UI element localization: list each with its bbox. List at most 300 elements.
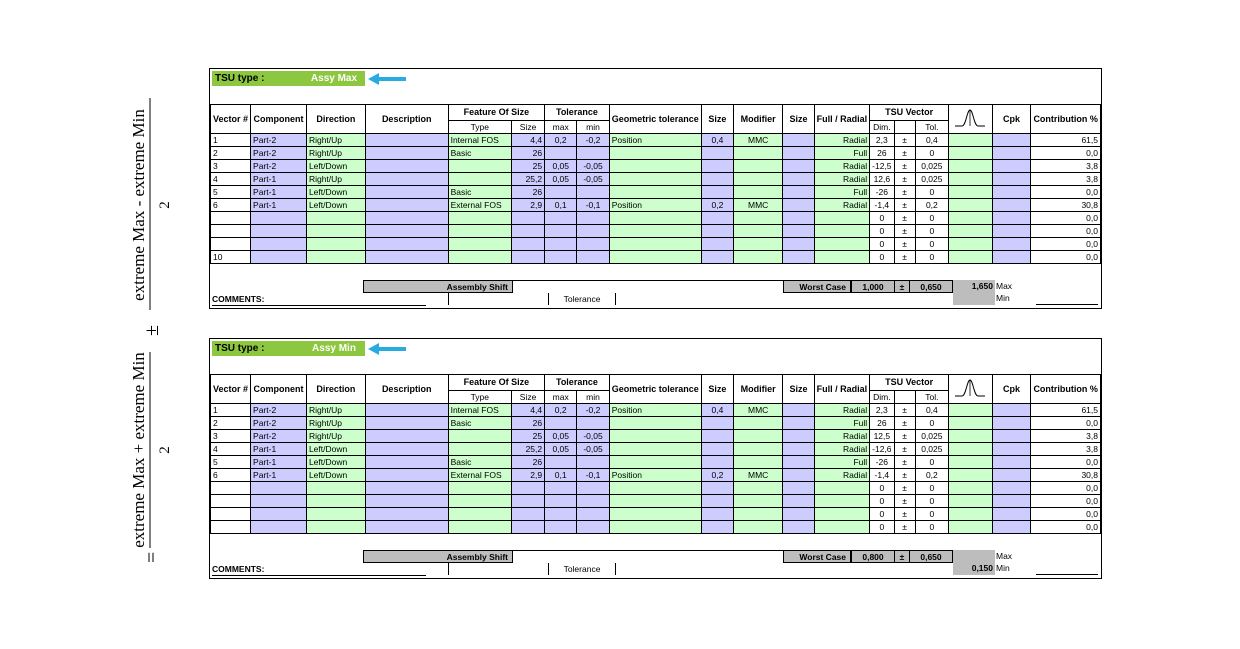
cell-1 xyxy=(251,521,307,534)
assembly-shift-value xyxy=(513,550,783,564)
cell-8: Position xyxy=(609,134,701,147)
cell-9: 0,2 xyxy=(701,469,733,482)
table-row xyxy=(211,508,1101,521)
cell-9 xyxy=(701,508,733,521)
cell-12 xyxy=(814,212,870,225)
cell-17 xyxy=(992,417,1031,430)
cell-7: -0,05 xyxy=(577,160,609,173)
worst-case-pm: ± xyxy=(895,280,909,293)
cell-15: 0 xyxy=(915,521,948,534)
cell-3 xyxy=(365,430,448,443)
cell-2: Right/Up xyxy=(306,173,365,186)
cell-12: Radial xyxy=(814,160,870,173)
cell-17 xyxy=(992,495,1031,508)
cell-6 xyxy=(545,417,577,430)
cell-17 xyxy=(992,186,1031,199)
cell-3 xyxy=(365,456,448,469)
cell-10 xyxy=(734,212,783,225)
cell-17 xyxy=(992,225,1031,238)
cell-14: ± xyxy=(894,521,915,534)
cell-9 xyxy=(701,495,733,508)
cell-0: 10 xyxy=(211,251,251,264)
cell-18: 3,8 xyxy=(1031,173,1101,186)
formula-numerator-2: extreme Max - extreme Min xyxy=(129,109,148,301)
cell-13: 0 xyxy=(870,225,894,238)
formula-equals: = xyxy=(141,551,163,563)
header-size: Size xyxy=(512,121,545,134)
cell-9 xyxy=(701,160,733,173)
cell-2 xyxy=(306,212,365,225)
cell-10 xyxy=(734,482,783,495)
cell-17 xyxy=(992,134,1031,147)
cell-15: 0 xyxy=(915,482,948,495)
cell-4 xyxy=(448,521,511,534)
header-description: Description xyxy=(365,375,448,404)
normal-distribution-icon xyxy=(953,377,987,399)
header-vector: Vector # xyxy=(211,375,251,404)
cell-1 xyxy=(251,238,307,251)
cell-3 xyxy=(365,417,448,430)
cell-5 xyxy=(512,482,545,495)
cell-0: 6 xyxy=(211,469,251,482)
cell-13: 26 xyxy=(870,147,894,160)
cell-8 xyxy=(609,251,701,264)
cell-0: 3 xyxy=(211,430,251,443)
cell-18: 61,5 xyxy=(1031,404,1101,417)
cell-10 xyxy=(734,495,783,508)
tsu-table-max xyxy=(210,104,1101,264)
cell-9 xyxy=(701,251,733,264)
cell-12: Radial xyxy=(814,469,870,482)
cell-13: -26 xyxy=(870,456,894,469)
cell-9 xyxy=(701,186,733,199)
cell-7 xyxy=(577,186,609,199)
cell-13: 0 xyxy=(870,521,894,534)
cell-10 xyxy=(734,173,783,186)
cell-12: Radial xyxy=(814,134,870,147)
cell-11 xyxy=(783,482,814,495)
cell-7: -0,2 xyxy=(577,404,609,417)
cell-9 xyxy=(701,482,733,495)
cell-16 xyxy=(949,521,993,534)
cell-14: ± xyxy=(894,251,915,264)
cell-8: Position xyxy=(609,469,701,482)
cell-10 xyxy=(734,225,783,238)
result-max-label: Max xyxy=(996,551,1013,561)
cell-13: 0 xyxy=(870,482,894,495)
cell-12: Full xyxy=(814,417,870,430)
cell-6 xyxy=(545,521,577,534)
cell-3 xyxy=(365,443,448,456)
comments-field[interactable] xyxy=(448,563,549,575)
table-row xyxy=(211,147,1101,160)
cell-8 xyxy=(609,495,701,508)
cell-0 xyxy=(211,508,251,521)
result-max-value xyxy=(953,550,993,562)
cell-6: 0,1 xyxy=(545,469,577,482)
cell-11 xyxy=(783,508,814,521)
cell-1: Part-2 xyxy=(251,147,307,160)
cell-17 xyxy=(992,251,1031,264)
cell-3 xyxy=(365,134,448,147)
cell-11 xyxy=(783,160,814,173)
cell-13: 12,6 xyxy=(870,173,894,186)
cell-9: 0,4 xyxy=(701,404,733,417)
cell-10 xyxy=(734,443,783,456)
worst-case-tol: 0,650 xyxy=(909,550,953,563)
formula xyxy=(118,80,182,580)
cell-12: Full xyxy=(814,147,870,160)
cell-17 xyxy=(992,212,1031,225)
header-tolerance: Tolerance xyxy=(545,105,610,121)
comments-label: COMMENTS: xyxy=(212,293,426,306)
cell-18: 0,0 xyxy=(1031,212,1101,225)
cell-12: Radial xyxy=(814,173,870,186)
cell-0 xyxy=(211,212,251,225)
cell-1: Part-2 xyxy=(251,417,307,430)
cell-5: 2,9 xyxy=(512,199,545,212)
cell-3 xyxy=(365,508,448,521)
cell-5: 26 xyxy=(512,147,545,160)
cell-13: 2,3 xyxy=(870,134,894,147)
cell-14: ± xyxy=(894,430,915,443)
header-modifier: Modifier xyxy=(734,105,783,134)
table-row xyxy=(211,443,1101,456)
cell-18: 3,8 xyxy=(1031,443,1101,456)
cell-11 xyxy=(783,456,814,469)
worst-case-dim: 0,800 xyxy=(851,550,895,563)
cell-17 xyxy=(992,173,1031,186)
cell-10 xyxy=(734,508,783,521)
header-distribution xyxy=(949,375,993,404)
cell-0: 1 xyxy=(211,404,251,417)
cell-17 xyxy=(992,508,1031,521)
cell-16 xyxy=(949,160,993,173)
result-underline xyxy=(1036,574,1098,575)
cell-3 xyxy=(365,482,448,495)
formula-plusminus: ± xyxy=(141,325,163,336)
cell-15: 0,4 xyxy=(915,404,948,417)
formula-graphic xyxy=(118,80,182,580)
cell-18: 3,8 xyxy=(1031,160,1101,173)
header-modifier: Modifier xyxy=(734,375,783,404)
header-feature-of-size: Feature Of Size xyxy=(448,105,545,121)
cell-12 xyxy=(814,521,870,534)
cell-11 xyxy=(783,521,814,534)
cell-3 xyxy=(365,521,448,534)
header-mod-size: Size xyxy=(783,105,814,134)
header-contribution: Contribution % xyxy=(1031,105,1101,134)
header-tolerance: Tolerance xyxy=(545,375,610,391)
cell-16 xyxy=(949,251,993,264)
arrow-left-icon xyxy=(368,342,408,356)
header-dim: Dim. xyxy=(870,391,894,404)
tsu-sheet-max xyxy=(209,68,1102,309)
cell-7: -0,05 xyxy=(577,430,609,443)
header-pm xyxy=(894,391,915,404)
result-max-value: 1,650 xyxy=(971,281,993,291)
cell-9 xyxy=(701,225,733,238)
assembly-shift-label: Assembly Shift xyxy=(363,550,513,563)
cell-10 xyxy=(734,456,783,469)
cell-15: 0,4 xyxy=(915,134,948,147)
cell-14: ± xyxy=(894,238,915,251)
cell-0: 5 xyxy=(211,186,251,199)
assembly-shift-value xyxy=(513,280,783,294)
cell-10: MMC xyxy=(734,199,783,212)
cell-13: -1,4 xyxy=(870,469,894,482)
cell-10 xyxy=(734,251,783,264)
cell-10: MMC xyxy=(734,134,783,147)
cell-12: Radial xyxy=(814,404,870,417)
cell-1: Part-1 xyxy=(251,443,307,456)
cell-4: External FOS xyxy=(448,199,511,212)
table-row xyxy=(211,186,1101,199)
cell-10 xyxy=(734,160,783,173)
tolerance-label: Tolerance xyxy=(548,563,616,575)
cell-15: 0 xyxy=(915,508,948,521)
cell-4: Internal FOS xyxy=(448,404,511,417)
header-tol: Tol. xyxy=(915,121,948,134)
cell-12: Radial xyxy=(814,199,870,212)
cell-7: -0,05 xyxy=(577,443,609,456)
header-tol: Tol. xyxy=(915,391,948,404)
cell-12: Full xyxy=(814,186,870,199)
header-geo-size: Size xyxy=(701,375,733,404)
header-full-radial: Full / Radial xyxy=(814,105,870,134)
cell-9: 0,4 xyxy=(701,134,733,147)
cell-12 xyxy=(814,495,870,508)
comments-field[interactable] xyxy=(448,293,549,305)
cell-0 xyxy=(211,495,251,508)
result-min-label: Min xyxy=(996,293,1010,303)
cell-2 xyxy=(306,238,365,251)
table-row xyxy=(211,456,1101,469)
result-underline xyxy=(1036,304,1098,305)
header-type: Type xyxy=(448,391,511,404)
cell-18: 0,0 xyxy=(1031,225,1101,238)
cell-6 xyxy=(545,225,577,238)
cell-13: 0 xyxy=(870,495,894,508)
cell-6: 0,2 xyxy=(545,404,577,417)
cell-4 xyxy=(448,443,511,456)
cell-11 xyxy=(783,251,814,264)
cell-4 xyxy=(448,238,511,251)
cell-10 xyxy=(734,521,783,534)
cell-3 xyxy=(365,173,448,186)
table-row xyxy=(211,238,1101,251)
cell-4 xyxy=(448,430,511,443)
cell-6 xyxy=(545,212,577,225)
cell-0 xyxy=(211,225,251,238)
cell-8 xyxy=(609,173,701,186)
header-description: Description xyxy=(365,105,448,134)
cell-17 xyxy=(992,160,1031,173)
cell-3 xyxy=(365,199,448,212)
cell-9 xyxy=(701,173,733,186)
cell-7: -0,1 xyxy=(577,199,609,212)
cell-2: Left/Down xyxy=(306,469,365,482)
cell-8 xyxy=(609,456,701,469)
cell-9 xyxy=(701,456,733,469)
cell-3 xyxy=(365,160,448,173)
cell-10 xyxy=(734,238,783,251)
cell-4: External FOS xyxy=(448,469,511,482)
header-max: max xyxy=(545,121,577,134)
cell-5: 25 xyxy=(512,430,545,443)
cell-15: 0,025 xyxy=(915,430,948,443)
cell-8 xyxy=(609,521,701,534)
cell-0: 2 xyxy=(211,147,251,160)
cell-8 xyxy=(609,238,701,251)
table-row xyxy=(211,469,1101,482)
cell-3 xyxy=(365,251,448,264)
cell-6 xyxy=(545,147,577,160)
cell-17 xyxy=(992,199,1031,212)
cell-0: 3 xyxy=(211,160,251,173)
cell-16 xyxy=(949,212,993,225)
cell-3 xyxy=(365,404,448,417)
normal-distribution-icon xyxy=(953,107,987,129)
cell-4 xyxy=(448,225,511,238)
cell-18: 0,0 xyxy=(1031,417,1101,430)
cell-1: Part-2 xyxy=(251,430,307,443)
result-values xyxy=(953,280,995,305)
header-min: min xyxy=(577,121,609,134)
cell-7 xyxy=(577,495,609,508)
cell-3 xyxy=(365,225,448,238)
cell-8 xyxy=(609,508,701,521)
cell-2: Right/Up xyxy=(306,430,365,443)
cell-9 xyxy=(701,417,733,430)
cell-1: Part-2 xyxy=(251,160,307,173)
cell-18: 0,0 xyxy=(1031,521,1101,534)
cell-15: 0 xyxy=(915,147,948,160)
cell-0 xyxy=(211,521,251,534)
cell-1 xyxy=(251,495,307,508)
cell-4: Basic xyxy=(448,417,511,430)
cell-5 xyxy=(512,521,545,534)
cell-6 xyxy=(545,482,577,495)
cell-9 xyxy=(701,238,733,251)
cell-1 xyxy=(251,251,307,264)
table-row xyxy=(211,134,1101,147)
header-tsu-vector: TSU Vector xyxy=(870,105,949,121)
cell-0 xyxy=(211,238,251,251)
cell-4 xyxy=(448,160,511,173)
cell-15: 0,2 xyxy=(915,199,948,212)
header-direction: Direction xyxy=(306,375,365,404)
cell-15: 0 xyxy=(915,212,948,225)
cell-5 xyxy=(512,251,545,264)
header-contribution: Contribution % xyxy=(1031,375,1101,404)
cell-0: 2 xyxy=(211,417,251,430)
cell-7: -0,2 xyxy=(577,134,609,147)
header-full-radial: Full / Radial xyxy=(814,375,870,404)
header-tsu-vector: TSU Vector xyxy=(870,375,949,391)
cell-2 xyxy=(306,495,365,508)
cell-8 xyxy=(609,147,701,160)
worst-case-tol: 0,650 xyxy=(909,280,953,293)
cell-9 xyxy=(701,430,733,443)
cell-8 xyxy=(609,443,701,456)
cell-4 xyxy=(448,212,511,225)
cell-4 xyxy=(448,482,511,495)
cell-14: ± xyxy=(894,495,915,508)
cell-13: -26 xyxy=(870,186,894,199)
cell-9 xyxy=(701,147,733,160)
result-min-value xyxy=(953,292,993,304)
cell-1: Part-1 xyxy=(251,199,307,212)
cell-2 xyxy=(306,225,365,238)
cell-2: Right/Up xyxy=(306,417,365,430)
cell-5: 25 xyxy=(512,160,545,173)
table-row xyxy=(211,430,1101,443)
cell-14: ± xyxy=(894,482,915,495)
cell-13: -12,5 xyxy=(870,160,894,173)
cell-16 xyxy=(949,186,993,199)
cell-15: 0 xyxy=(915,251,948,264)
cell-15: 0,025 xyxy=(915,173,948,186)
cell-10 xyxy=(734,186,783,199)
cell-18: 0,0 xyxy=(1031,482,1101,495)
cell-15: 0,2 xyxy=(915,469,948,482)
cell-11 xyxy=(783,238,814,251)
header-geometric-tolerance: Geometric tolerance xyxy=(609,105,701,134)
cell-5: 26 xyxy=(512,417,545,430)
cell-12: Radial xyxy=(814,430,870,443)
cell-7 xyxy=(577,417,609,430)
cell-3 xyxy=(365,495,448,508)
result-min-value: 0,150 xyxy=(971,563,993,573)
cell-7: -0,05 xyxy=(577,173,609,186)
worst-case-label: Worst Case xyxy=(783,280,851,293)
cell-16 xyxy=(949,469,993,482)
cell-13: 2,3 xyxy=(870,404,894,417)
cell-3 xyxy=(365,186,448,199)
cell-16 xyxy=(949,404,993,417)
header-cpk: Cpk xyxy=(992,105,1031,134)
cell-0: 6 xyxy=(211,199,251,212)
table-row xyxy=(211,160,1101,173)
cell-9 xyxy=(701,443,733,456)
cell-4: Internal FOS xyxy=(448,134,511,147)
header-mod-size: Size xyxy=(783,375,814,404)
table-row xyxy=(211,404,1101,417)
cell-6: 0,05 xyxy=(545,443,577,456)
cell-7 xyxy=(577,521,609,534)
header-pm xyxy=(894,121,915,134)
cell-17 xyxy=(992,469,1031,482)
cell-11 xyxy=(783,495,814,508)
header-cpk: Cpk xyxy=(992,375,1031,404)
table-row xyxy=(211,173,1101,186)
cell-13: 26 xyxy=(870,417,894,430)
cell-14: ± xyxy=(894,225,915,238)
cell-10 xyxy=(734,430,783,443)
cell-13: -1,4 xyxy=(870,199,894,212)
cell-16 xyxy=(949,508,993,521)
cell-18: 30,8 xyxy=(1031,199,1101,212)
tolerance-label: Tolerance xyxy=(548,293,616,305)
cell-18: 0,0 xyxy=(1031,508,1101,521)
cell-13: 0 xyxy=(870,238,894,251)
formula-denominator-1: 2 xyxy=(157,446,173,454)
table-row xyxy=(211,495,1101,508)
cell-6 xyxy=(545,251,577,264)
tsu-type-label: TSU type : xyxy=(212,71,303,86)
header-geo-size: Size xyxy=(701,105,733,134)
